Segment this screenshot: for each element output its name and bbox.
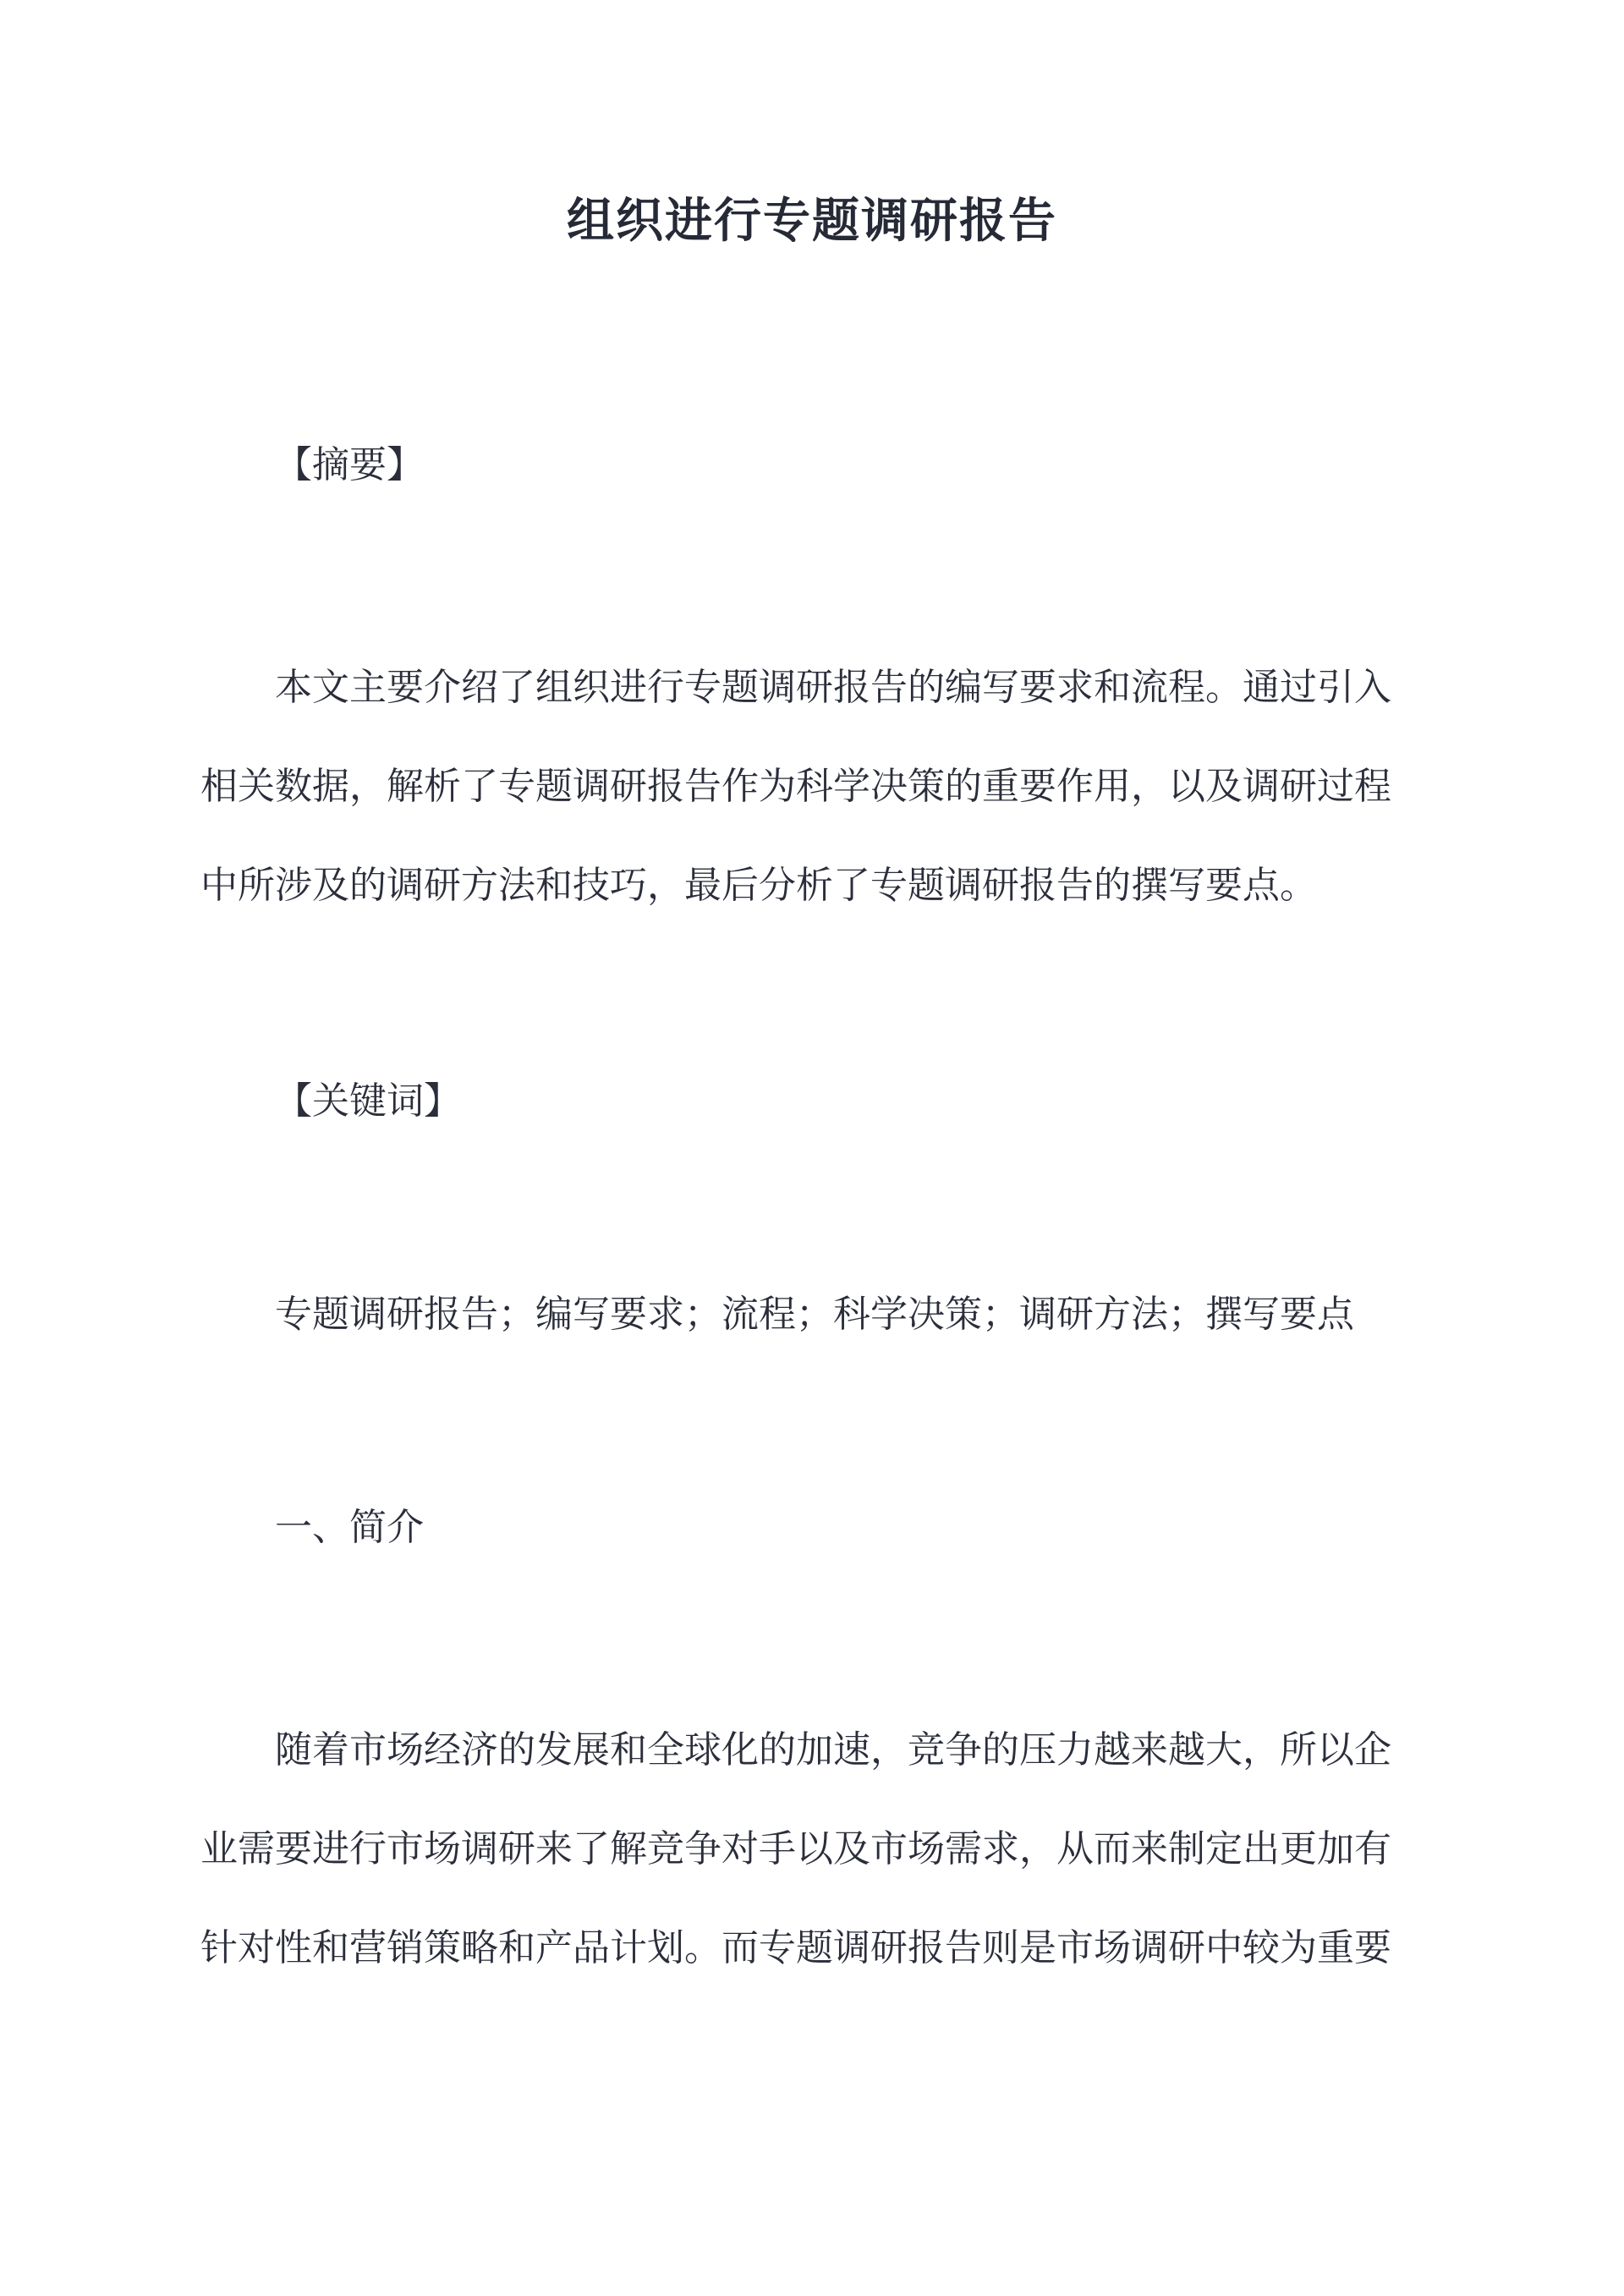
introduction-line: 针对性和营销策略和产品计划。而专题调研报告则是市场调研中较为重要	[200, 1926, 1391, 1969]
section-heading-introduction: 一、简介	[275, 1506, 424, 1549]
document-title: 组织进行专题调研报告	[567, 193, 1057, 249]
abstract-line: 相关数据，解析了专题调研报告作为科学决策的重要作用，以及调研过程	[200, 765, 1391, 808]
abstract-line: 中所涉及的调研方法和技巧，最后分析了专题调研报告的撰写要点。	[200, 864, 1317, 907]
abstract-line: 本文主要介绍了组织进行专题调研报告的编写要求和流程。通过引入	[275, 666, 1391, 709]
introduction-line: 业需要进行市场调研来了解竞争对手以及市场需求，从而来制定出更加有	[200, 1827, 1391, 1870]
abstract-heading: 【摘要】	[275, 443, 424, 486]
introduction-line: 随着市场经济的发展和全球化的加速，竞争的压力越来越大，所以企	[275, 1728, 1391, 1771]
abstract-paragraph	[200, 638, 1427, 935]
keywords-text: 专题调研报告；编写要求；流程；科学决策；调研方法；撰写要点	[275, 1293, 1354, 1336]
introduction-paragraph	[200, 1700, 1427, 1997]
keywords-heading: 【关键词】	[275, 1079, 461, 1123]
